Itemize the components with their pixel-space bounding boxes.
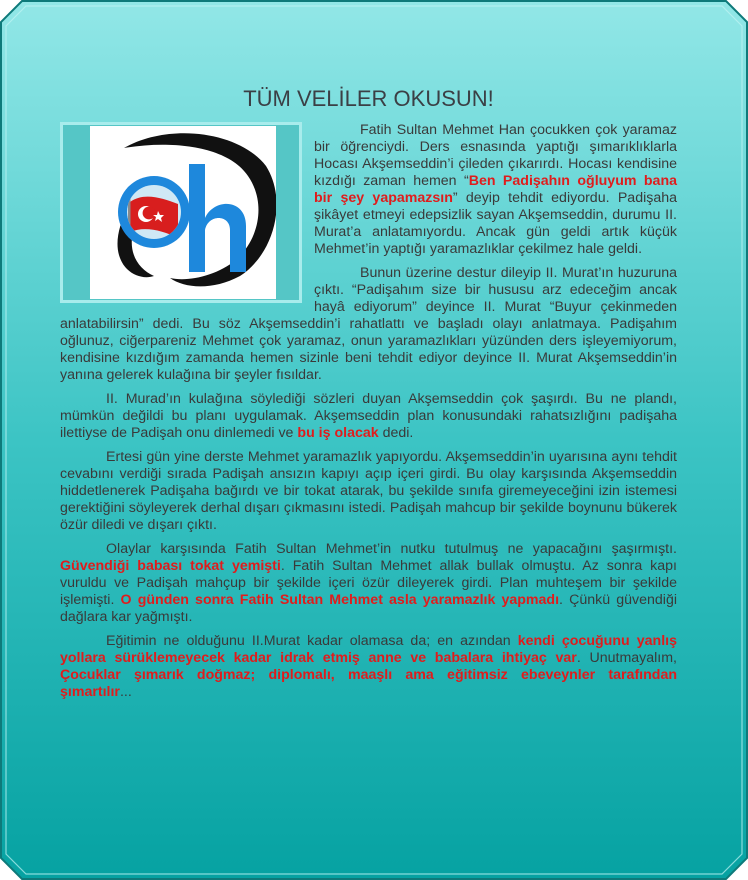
paragraph (60, 391, 677, 442)
paragraph (60, 449, 677, 534)
text-segment: Fatih Sultan Mehmet Han çocukken çok yaramaz bir öğrenciydi. Ders esnasında yaptığı şımarıklıklarla Hocası Akşemseddin’i çileden çıkarırdı. Hocası kendisine kızdığı zaman hemen “ (314, 122, 677, 189)
article (60, 86, 677, 708)
highlighted-text: Ben Padişahın oğluyum bana bir şey yapamazsın (314, 173, 677, 206)
text-segment: . Çünkü güvendiği dağlara kar yağmıştı. (60, 592, 677, 625)
logo-frame (60, 122, 302, 303)
page-title: TÜM VELİLER OKUSUN! (243, 86, 494, 111)
text-segment: ” deyip tehdit ediyordu. Padişaha şikâyet etmeyi edepsizlik sayan Akşemseddin, durumu II. Murat’a anlatamıyordu. Ancak gün geldi artık küçük Mehmet’in yaptığı yaramazlıklar çekilmez hale geldi. (314, 190, 678, 257)
paragraph (60, 541, 677, 626)
logo-background (90, 126, 276, 299)
highlighted-text: Çocuklar şımarık doğmaz; diplomalı, maaşlı ama eğitimsiz ebeveynler tarafından şımartılır (60, 667, 677, 700)
text-segment: dedi. (378, 425, 414, 441)
text-segment: Ertesi gün yine derste Mehmet yaramazlık yapıyordu. Akşemseddin’in uyarısına aynı tehdit cevabını verdiği sırada Padişah ansızın kapıyı açıp içeri girdi. Bu olay karşısında Akşemseddin hiddetlenerek Padişaha bağırdı ve bir tokat atarak, bu şekilde sınıfa giremeyeceğini izin istemesi gerektiğini söyleyerek derhal dışarı çıkmasını istedi. Padişah mahcup bir şekilde boynunu bükerek özür diledi ve dışarı çıktı. (60, 449, 677, 533)
oh-logo-icon (90, 126, 276, 299)
text-segment: . Fatih Sultan Mehmet allak bullak olmuştu. Az sonra kapı vuruldu ve Padişah mahçup bir şekilde içeri özür dileyerek girdi. Plan muhteşem bir şekilde işlemişti. (60, 558, 677, 608)
text-segment: Eğitimin ne olduğunu II.Murat kadar olamasa da; en azından (106, 633, 518, 649)
text-segment: Olaylar karşısında Fatih Sultan Mehmet’in nutku tutulmuş ne yapacağını şaşırmıştı. (106, 541, 677, 557)
highlighted-text: bu iş olacak (297, 425, 379, 441)
text-segment: ... (119, 684, 132, 700)
text-segment: . Unutmayalım, (576, 650, 677, 666)
highlighted-text: Güvendiği babası tokat yemişti (60, 558, 281, 574)
highlighted-text: kendi çocuğunu yanlış yollara sürüklemeyecek kadar idrak etmiş anne ve babalara ihtiyaç var (60, 633, 677, 666)
text-segment: Bunun üzerine destur dileyip II. Murat’ın huzuruna çıktı. “Padişahım size bir hususu arz edeceğim ancak hayâ ediyorum” deyince II. Murat “Buyur çekinmeden anlatabilirsin” dedi. Bu söz Akşemseddin’i rahatlattı ve başladı olayı anlatmaya. Padişahım oğlunuz, ciğerpareniz Mehmet çok yaramaz, onun yaramazlıkları yüzünden ders işleyemiyorum, kendisine kızdığım zamanda hemen sizinle beni tehdit ediyor deyince II. Murat Akşemseddin’in yanına gelerek kulağına bir şeyler fısıldar. (60, 265, 677, 383)
highlighted-text: O günden sonra Fatih Sultan Mehmet asla yaramazlık yapmadı (120, 592, 560, 608)
text-segment: II. Murad’ın kulağına söylediği sözleri duyan Akşemseddin çok şaşırdı. Bu ne plandı, mümkün değildi bu planı uygulamak. Akşemseddin plan konusundaki rahatsızlığını padişaha ilettiyse de Padişah onu dinlemedi ve (60, 391, 677, 441)
paragraph (60, 633, 677, 701)
